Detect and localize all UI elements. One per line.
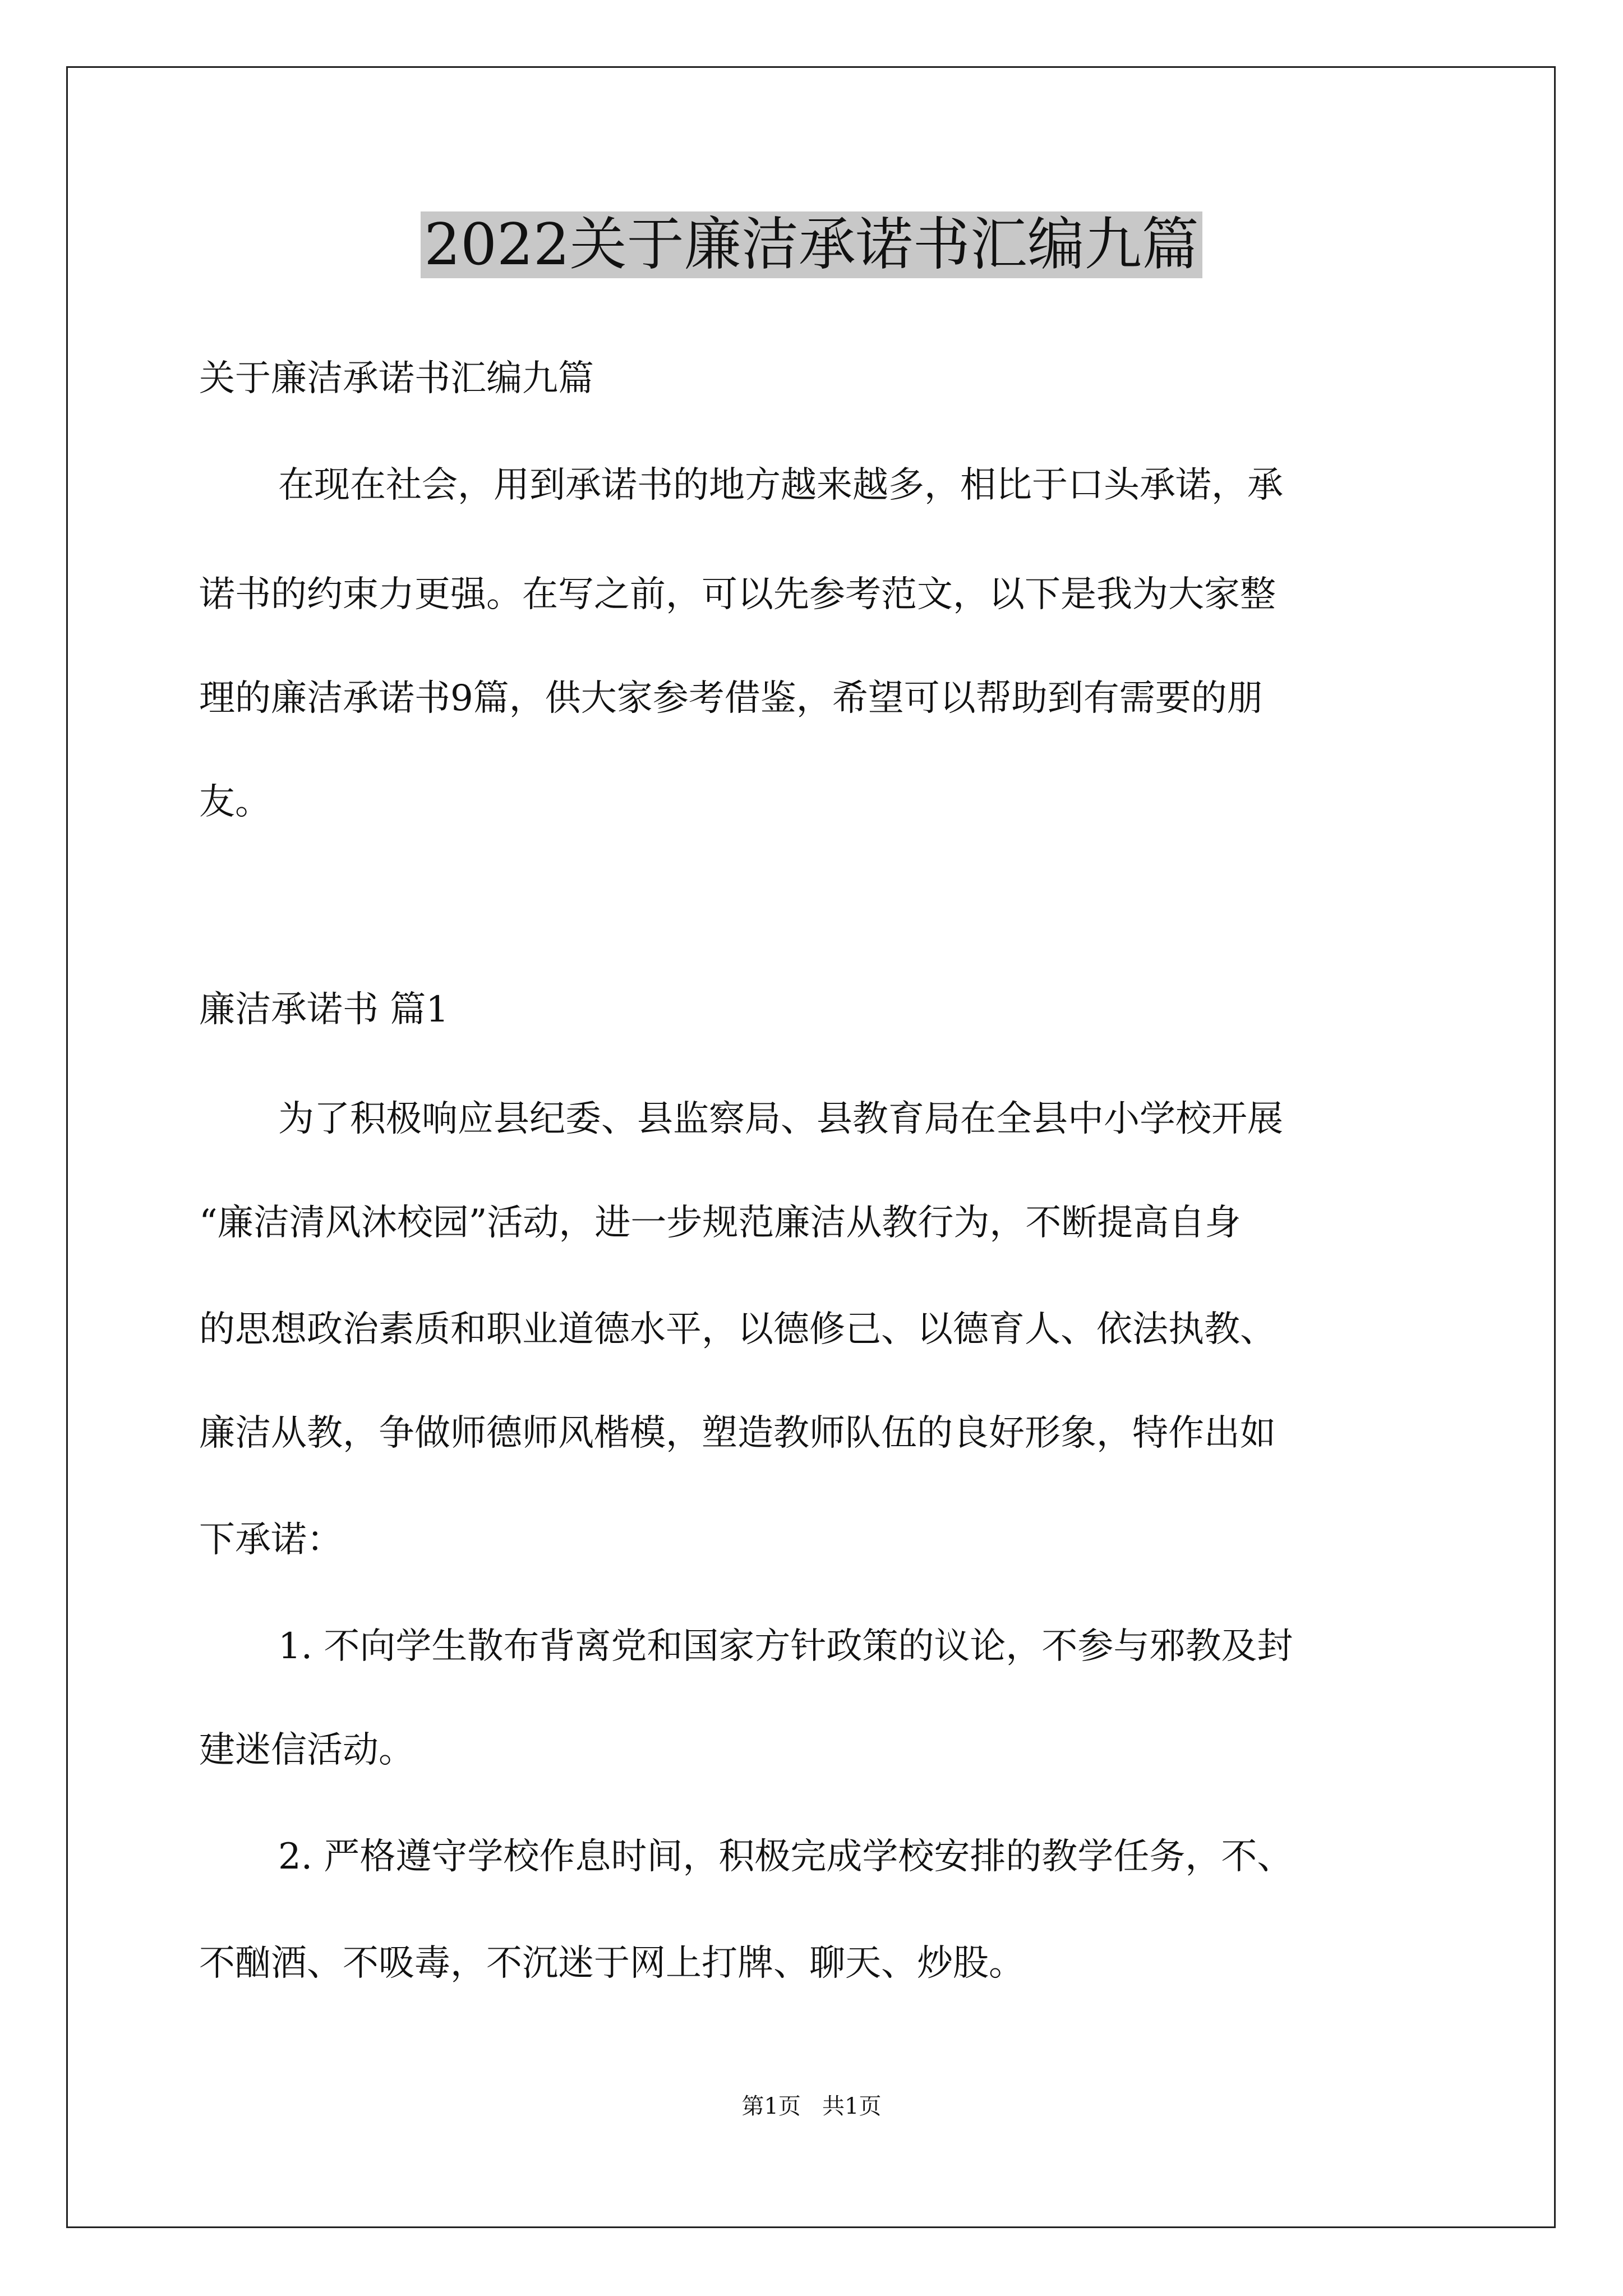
document-subtitle: 关于廉洁承诺书汇编九篇 <box>199 358 594 399</box>
document-title-text: 2022关于廉洁承诺书汇编九篇 <box>421 211 1202 278</box>
section-line-4: 廉洁从教，争做师德师风楷模，塑造教师队伍的良好形象，特作出如 <box>199 1412 1276 1454</box>
section-line-3: 的思想政治素质和职业道德水平，以德修己、以德育人、依法执教、 <box>199 1309 1276 1350</box>
page-footer: 第1页 共1页 <box>741 2093 882 2119</box>
section-heading: 廉洁承诺书 篇1 <box>199 989 449 1030</box>
intro-line-1: 在现在社会，用到承诺书的地方越来越多，相比于口头承诺，承 <box>278 464 1283 506</box>
intro-line-3: 理的廉洁承诺书9篇，供大家参考借鉴，希望可以帮助到有需要的朋 <box>199 678 1263 719</box>
section-line-5: 下承诺： <box>199 1519 343 1561</box>
item2-line-2: 不酗酒、不吸毒，不沉迷于网上打牌、聊天、炒股。 <box>199 1943 1025 1984</box>
section-line-1: 为了积极响应县纪委、县监察局、县教育局在全县中小学校开展 <box>278 1098 1283 1140</box>
item1-line-1: 1. 不向学生散布背离党和国家方针政策的议论，不参与邪教及封 <box>278 1626 1293 1667</box>
section-line-2: “廉洁清风沐校园”活动，进一步规范廉洁从教行为，不断提高自身 <box>199 1202 1241 1244</box>
document-title <box>0 209 1623 282</box>
intro-line-4: 友。 <box>199 781 271 823</box>
item1-line-2: 建迷信活动。 <box>199 1729 414 1771</box>
intro-line-2: 诺书的约束力更强。在写之前，可以先参考范文，以下是我为大家整 <box>199 574 1276 615</box>
item2-line-1: 2. 严格遵守学校作息时间，积极完成学校安排的教学任务，不、 <box>278 1836 1293 1878</box>
